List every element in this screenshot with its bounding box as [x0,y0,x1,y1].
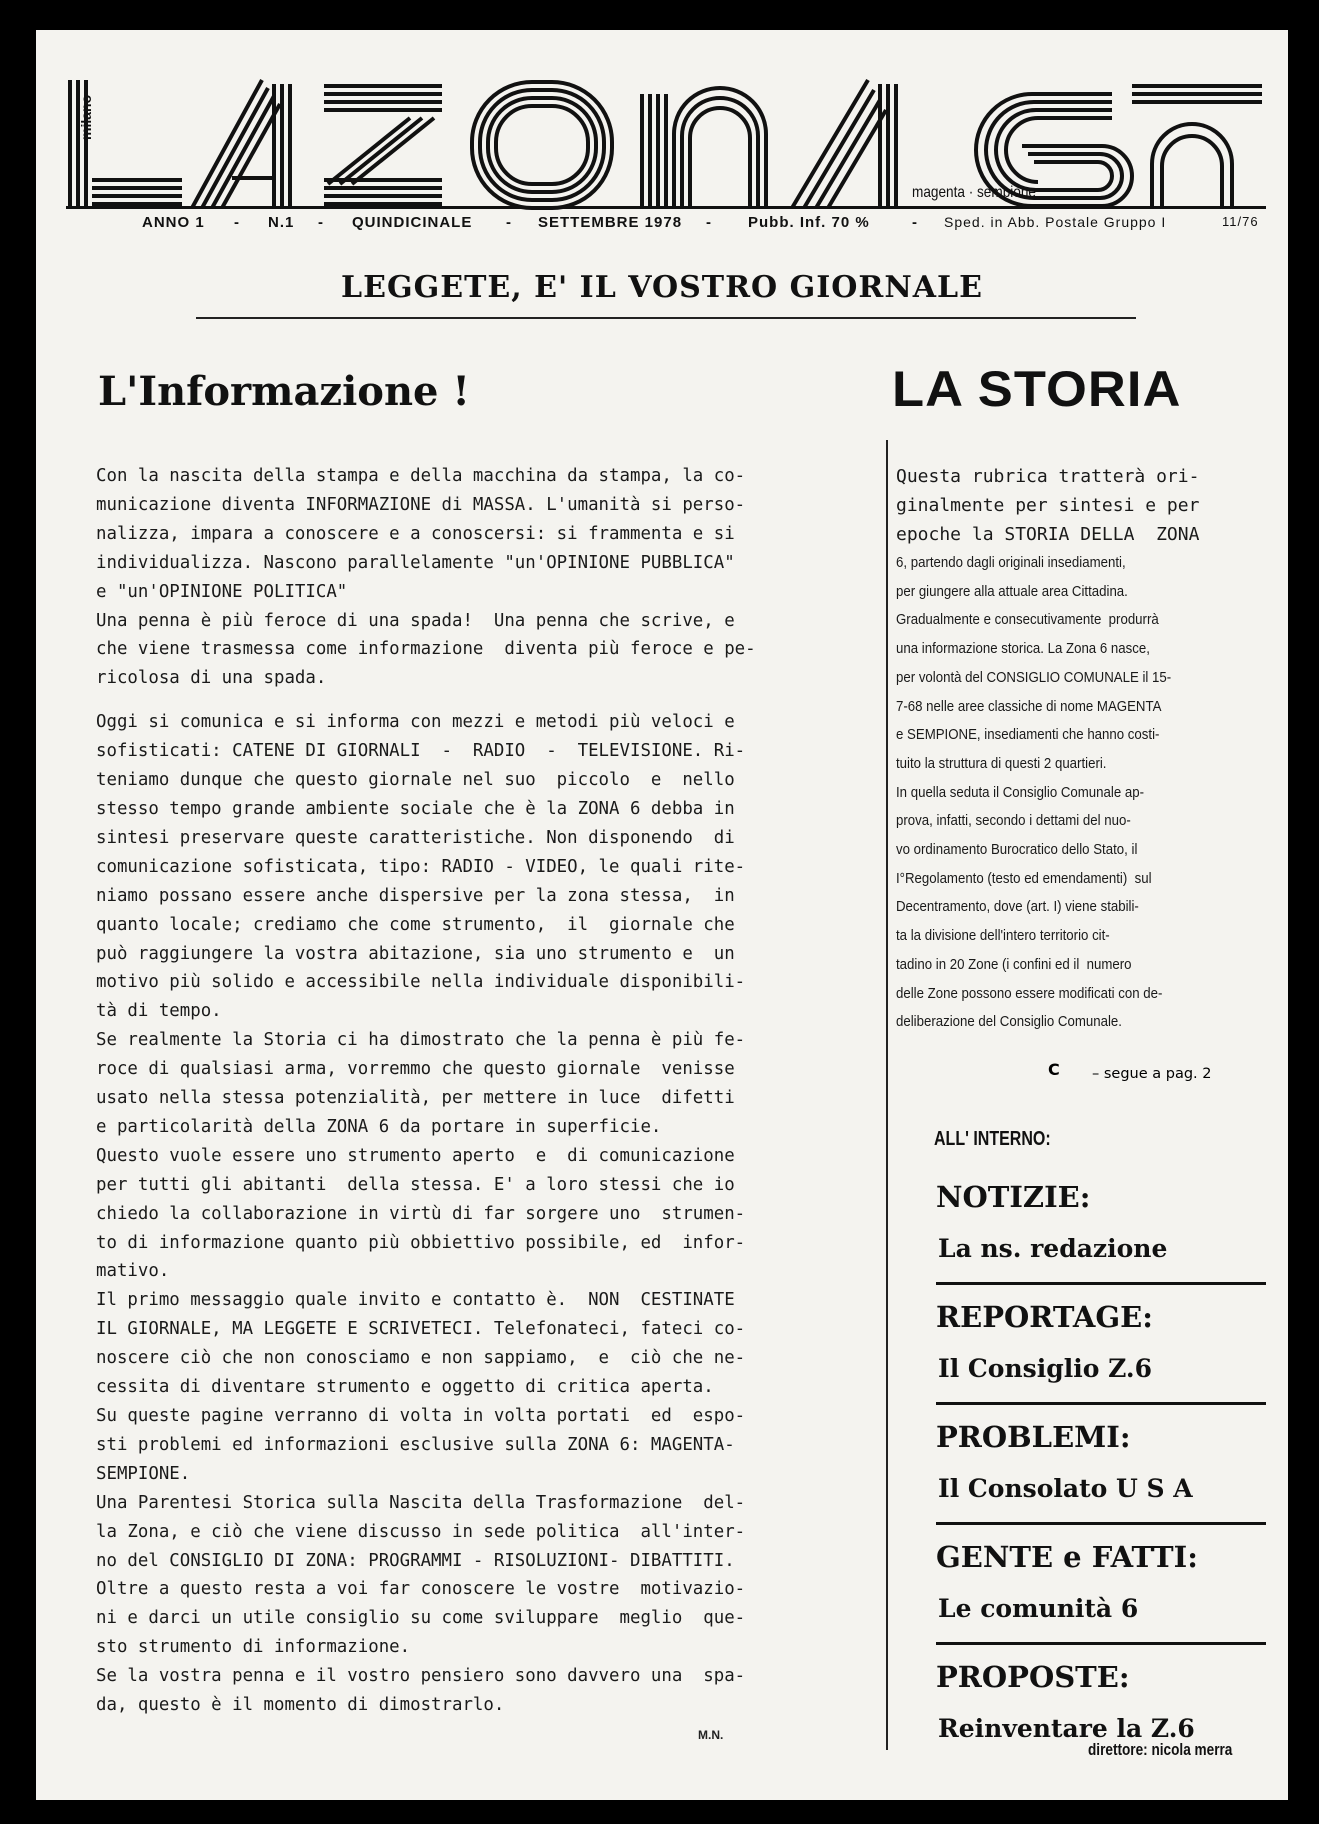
interno-label: ALL' INTERNO: [934,1128,1051,1150]
text-line: Se la vostra penna e il vostro pensiero sono davvero una spa- [96,1666,746,1687]
sep-4: - [706,214,712,231]
text-line: per giungere alla attuale area Cittadina. [896,583,1128,600]
interno-topics [936,1170,1276,1770]
topic-rule [936,1642,1266,1645]
storia-title: LA STORIA [892,361,1182,417]
topic-rule [936,1402,1266,1405]
text-line: vo ordinamento Burocratico dello Stato, il [896,842,1138,859]
text-line: quanto locale; crediamo che come strumento, il giornale che [96,914,735,935]
article-paragraph-2 [96,708,906,1720]
text-line: una informazione storica. La Zona 6 nasce, [896,641,1150,658]
topic-heading: NOTIZIE: [936,1180,1091,1214]
text-line: da, questo è il momento di dimostrarlo. [96,1695,505,1716]
masthead-subtitle [912,184,1036,202]
issue-info-bar [106,214,1276,238]
text-line: I°Regolamento (testo ed emendamenti) sul [896,870,1152,887]
text-line: 7-68 nelle aree classiche di nome MAGENTA [896,698,1162,715]
topic-item [936,1170,1276,1290]
text-line: mativo. [96,1261,170,1282]
text-line: ni e darci un utile consiglio su come sviluppare meglio que- [96,1608,746,1629]
topic-item [936,1410,1276,1530]
text-line: e SEMPIONE, insediamenti che hanno costi- [896,727,1160,744]
text-line: Su queste pagine verranno di volta in volta portati ed espo- [96,1406,746,1426]
storia-column [896,462,1276,1037]
text-line: usato nella stessa potenzialità, per mettere in luce difetti [96,1088,735,1109]
text-line: per volontà del CONSIGLIO COMUNALE il 15- [896,669,1172,686]
newspaper-page [36,30,1288,1800]
issue-date: SETTEMBRE 1978 [538,214,683,231]
issue-year: ANNO 1 [142,214,205,231]
pubb-info: Pubb. Inf. 70 % [748,214,870,231]
text-line: roce di qualsiasi arma, vorremmo che questo giornale venisse [96,1059,735,1080]
text-line: Con la nascita della stampa e della macchina da stampa, la co- [96,466,746,486]
sep-1: - [234,214,240,231]
sped-info: Sped. in Abb. Postale Gruppo I [944,214,1167,230]
sep-5: - [912,214,918,231]
article-title: L'Informazione ! [98,368,470,415]
article-signature: M.N. [698,1728,724,1742]
trail-code: 11/76 [1222,214,1259,229]
text-line: 6, partendo dagli originali insediamenti, [896,555,1126,571]
topic-subtitle: Il Consiglio Z.6 [938,1354,1152,1383]
topic-item [936,1290,1276,1410]
topic-rule [936,1282,1266,1285]
issue-frequency: QUINDICINALE [352,214,473,231]
text-line: In quella seduta il Consiglio Comunale ap- [896,784,1145,801]
topic-subtitle: Reinventare la Z.6 [938,1714,1195,1743]
text-line: Il primo messaggio quale invito e contatto è. NON CESTINATE [96,1290,735,1311]
milano-text: milano [78,94,94,140]
topic-heading: PROPOSTE: [936,1660,1130,1694]
text-line: tuito la struttura di questi 2 quartieri. [896,755,1107,772]
text-line: epoche la STORIA DELLA ZONA [896,524,1200,545]
headline: LEGGETE, E' IL VOSTRO GIORNALE [341,270,983,305]
text-line: nalizza, impara a conoscere e a conoscersi: si frammenta e si [96,523,735,544]
sep-2: - [318,214,324,231]
text-line: Decentramento, dove (art. I) viene stabili- [896,899,1139,916]
text-line: Oggi si comunica e si informa con mezzi e metodi più veloci e [96,712,735,733]
text-line: la Zona, e ciò che viene discusso in sede politica all'inter- [96,1521,746,1542]
masthead-milano-label [78,95,94,140]
topic-subtitle: Il Consolato U S A [938,1474,1193,1503]
topic-item [936,1530,1276,1650]
text-line: individualizza. Nascono parallelamente "un'OPINIONE PUBBLICA" [96,552,735,573]
text-line: che viene trasmessa come informazione diventa più feroce e pe- [96,639,756,660]
storia-body [896,549,1276,1037]
masthead-logo-art [62,74,1268,214]
masthead-logo [62,74,1268,234]
paragraph-gap [96,693,906,708]
text-line: sintesi preservare queste caratteristiche. Non disponendo di [96,827,735,848]
text-line: può raggiungere la vostra abitazione, sia uno strumento e un [96,943,735,964]
segue-note: – segue a pag. 2 [1092,1066,1212,1082]
issue-number: N.1 [268,214,295,231]
topic-subtitle: Le comunità 6 [938,1594,1139,1623]
sep-3: - [506,214,512,231]
text-line: noscere ciò che non conosciamo e non sappiamo, e ciò che ne- [96,1348,746,1369]
text-line: chiedo la collaborazione in virtù di far sorgere uno strumen- [96,1203,746,1224]
text-line: motivo più solido e accessibile nella individuale disponibili- [96,972,746,993]
text-line: Questo vuole essere uno strumento aperto e di comunicazione [96,1145,735,1166]
director-credit: direttore: nicola merra [1088,1740,1233,1759]
text-line: tadino in 20 Zone (i confini ed il numero [896,956,1132,973]
text-line: Una penna è più feroce di una spada! Una penna che scrive, e [96,610,735,631]
text-line: deliberazione del Consiglio Comunale. [896,1014,1122,1031]
text-line: Una Parentesi Storica sulla Nascita della Trasformazione del- [96,1492,746,1513]
masthead-rule [66,206,1266,209]
topic-heading: REPORTAGE: [936,1300,1153,1334]
text-line: to di informazione quanto più obbiettivo possibile, ed infor- [96,1232,746,1253]
topic-heading: GENTE e FATTI: [936,1540,1198,1574]
text-line: delle Zone possono essere modificati con de- [896,985,1163,1002]
text-line: tà di tempo. [96,1001,222,1022]
text-line: e particolarità della ZONA 6 da portare in superficie. [96,1116,662,1137]
topic-rule [936,1522,1266,1525]
main-article [96,462,906,1720]
text-line: IL GIORNALE, MA LEGGETE E SCRIVETECI. Telefonateci, fateci co- [96,1319,746,1340]
text-line: teniamo dunque che questo giornale nel suo piccolo e nello [96,770,735,791]
text-line: niamo possano essere anche dispersive per la zona stessa, in [96,885,735,906]
text-line: ricolosa di una spada. [96,668,327,689]
text-line: SEMPIONE. [96,1463,191,1484]
text-line: stesso tempo grande ambiente sociale che è la ZONA 6 debba in [96,798,735,819]
segue-initial: C [1048,1060,1060,1079]
text-line: prova, infatti, secondo i dettami del nuo- [896,813,1131,830]
text-line: sti problemi ed informazioni esclusive sulla ZONA 6: MAGENTA- [96,1434,735,1455]
topic-subtitle: La ns. redazione [938,1234,1168,1263]
subtitle-text: magenta · sempione [912,184,1036,201]
text-line: sofisticati: CATENE DI GIORNALI - RADIO - TELEVISIONE. Ri- [96,741,746,762]
text-line: Questa rubrica tratterà ori- [896,466,1200,487]
text-line: no del CONSIGLIO DI ZONA: PROGRAMMI - RISOLUZIONI- DIBATTITI. [96,1550,735,1571]
text-line: Oltre a questo resta a voi far conoscere le vostre motivazio- [96,1579,746,1600]
text-line: e "un'OPINIONE POLITICA" [96,581,348,602]
text-line: per tutti gli abitanti della stessa. E' a loro stessi che io [96,1174,735,1195]
article-paragraph-1 [96,462,906,693]
text-line: ginalmente per sintesi e per [896,495,1200,516]
text-line: cessita di diventare strumento e oggetto di critica aperta. [96,1377,714,1398]
text-line: Se realmente la Storia ci ha dimostrato che la penna è più fe- [96,1030,746,1051]
text-line: municazione diventa INFORMAZIONE di MASSA. L'umanità si perso- [96,494,746,515]
headline-rule [196,317,1136,319]
text-line: sto strumento di informazione. [96,1637,411,1658]
storia-intro [896,462,1276,549]
text-line: comunicazione sofisticata, tipo: RADIO - VIDEO, le quali rite- [96,856,746,877]
text-line: ta la divisione dell'intero territorio cit- [896,928,1110,945]
text-line: Gradualmente e consecutivamente produrrà [896,612,1159,629]
topic-heading: PROBLEMI: [936,1420,1131,1454]
